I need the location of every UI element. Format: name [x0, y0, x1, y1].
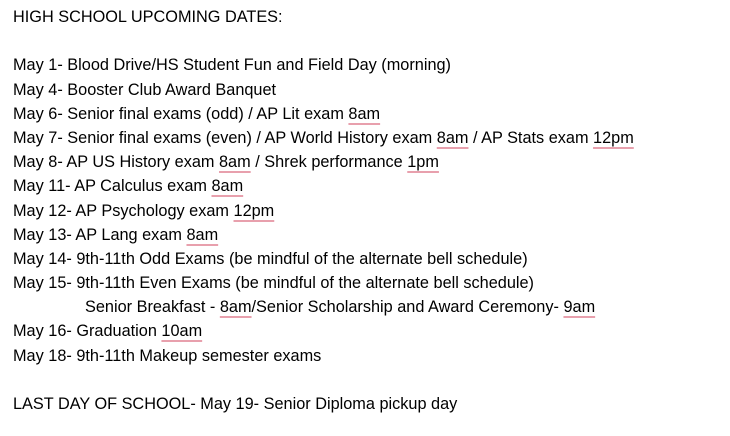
blank-line [13, 29, 723, 53]
date-entry-may-15-continued: Senior Breakfast - 8am/Senior Scholarship and Award Ceremony- 9am [85, 298, 596, 317]
date-entry-may-15: May 15- 9th-11th Even Exams (be mindful of the alternate bell schedule) [13, 274, 534, 293]
date-entry-may-11: May 11- AP Calculus exam 8am [13, 177, 244, 196]
blank-line [13, 368, 723, 392]
time-8am: 8am [219, 153, 251, 172]
date-entry-may-6: May 6- Senior final exams (odd) / AP Lit exam 8am [13, 104, 381, 123]
date-entry-may-14: May 14- 9th-11th Odd Exams (be mindful of the alternate bell schedule) [13, 249, 528, 268]
date-entry-may-12: May 12- AP Psychology exam 12pm [13, 201, 275, 220]
time-8am: 8am [348, 104, 381, 123]
date-entry-may-4: May 4- Booster Club Award Banquet [13, 80, 277, 99]
date-entry-may-7: May 7- Senior final exams (even) / AP World History exam 8am / AP Stats exam 12pm [13, 128, 634, 147]
page-heading: HIGH SCHOOL UPCOMING DATES: [13, 8, 283, 26]
date-entry-may-16: May 16- Graduation 10am [13, 322, 203, 341]
time-8am: 8am [211, 177, 244, 196]
time-12pm: 12pm [593, 128, 634, 147]
date-entry-may-8: May 8- AP US History exam 8am / Shrek performance 1pm [13, 153, 439, 172]
time-12pm: 12pm [233, 201, 275, 220]
last-day-of-school: LAST DAY OF SCHOOL- May 19- Senior Diploma pickup day [13, 395, 458, 413]
time-8am: 8am [219, 298, 252, 317]
time-1pm: 1pm [407, 153, 439, 172]
document-body [13, 5, 723, 416]
date-entry-may-13: May 13- AP Lang exam 8am [13, 225, 219, 244]
date-entry-may-18: May 18- 9th-11th Makeup semester exams [13, 346, 322, 365]
time-10am: 10am [161, 322, 203, 341]
time-8am: 8am [436, 128, 469, 147]
date-entry-may-1: May 1- Blood Drive/HS Student Fun and Field Day (morning) [13, 56, 451, 75]
time-8am: 8am [186, 225, 219, 244]
time-9am: 9am [563, 298, 596, 317]
